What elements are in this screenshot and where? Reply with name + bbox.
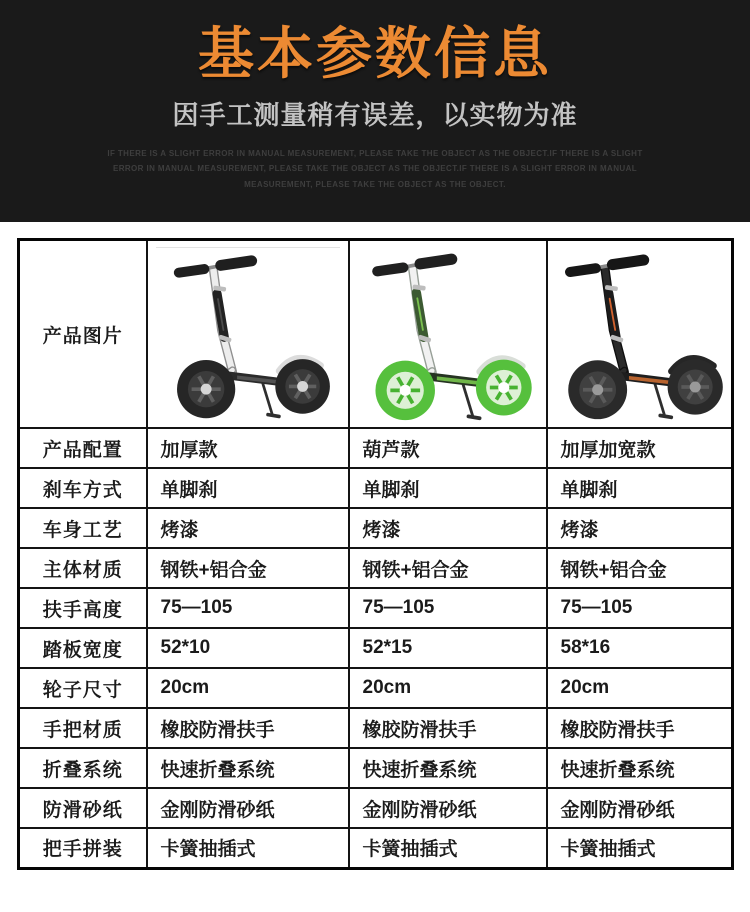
spec-value: 20cm xyxy=(147,668,349,708)
spec-value: 葫芦款 xyxy=(349,428,547,468)
spec-row-config xyxy=(19,428,733,468)
spec-value: 快速折叠系统 xyxy=(349,748,547,788)
spec-row-brake xyxy=(19,468,733,508)
product-photo-scooter-black-orange xyxy=(548,244,732,426)
spec-value: 单脚刹 xyxy=(547,468,733,508)
spec-label: 折叠系统 xyxy=(19,748,147,788)
spec-value: 钢铁+铝合金 xyxy=(147,548,349,588)
spec-label: 把手拼装 xyxy=(19,828,147,868)
table-section xyxy=(0,222,750,870)
spec-value: 橡胶防滑扶手 xyxy=(147,708,349,748)
spec-value: 加厚加宽款 xyxy=(547,428,733,468)
spec-row-body-craft xyxy=(19,508,733,548)
spec-value: 钢铁+铝合金 xyxy=(349,548,547,588)
product-image-cell-1 xyxy=(147,240,349,429)
header-banner xyxy=(0,0,750,222)
spec-value: 20cm xyxy=(547,668,733,708)
spec-value: 金刚防滑砂纸 xyxy=(147,788,349,828)
product-image-row xyxy=(19,240,733,429)
disclaimer-text: IF THERE IS A SLIGHT ERROR IN MANUAL MEASUREMENT, PLEASE TAKE THE OBJECT AS THE OBJECT.IF THERE IS A SLIGHT ERROR IN MANUAL MEASUREMENT, PLEASE TAKE THE OBJECT AS THE OBJECT.IF THERE IS A SLIGHT ERROR IN MANUAL MEASUREMENT, PLEASE TAKE THE OBJECT AS THE OBJECT. xyxy=(107,149,643,189)
spec-label: 防滑砂纸 xyxy=(19,788,147,828)
spec-label: 刹车方式 xyxy=(19,468,147,508)
spec-label: 手把材质 xyxy=(19,708,147,748)
subtitle: 因手工测量稍有误差，以实物为准 xyxy=(172,100,578,131)
spec-row-folding-system xyxy=(19,748,733,788)
spec-label: 轮子尺寸 xyxy=(19,668,147,708)
spec-value: 75—105 xyxy=(349,588,547,628)
spec-row-material xyxy=(19,548,733,588)
spec-row-grip-material xyxy=(19,708,733,748)
product-image-cell-2 xyxy=(349,240,547,429)
spec-row-wheel-size xyxy=(19,668,733,708)
spec-value: 金刚防滑砂纸 xyxy=(349,788,547,828)
spec-value: 金刚防滑砂纸 xyxy=(547,788,733,828)
spec-value: 20cm xyxy=(349,668,547,708)
spec-value: 75—105 xyxy=(147,588,349,628)
spec-value: 快速折叠系统 xyxy=(147,748,349,788)
spec-value: 52*10 xyxy=(147,628,349,668)
spec-value: 烤漆 xyxy=(547,508,733,548)
spec-value: 75—105 xyxy=(547,588,733,628)
spec-value: 橡胶防滑扶手 xyxy=(547,708,733,748)
page-title: 基本参数信息 xyxy=(198,22,552,85)
product-photo-scooter-green-wheels xyxy=(355,243,541,427)
spec-value: 52*15 xyxy=(349,628,547,668)
spec-label: 车身工艺 xyxy=(19,508,147,548)
spec-row-deck-width xyxy=(19,628,733,668)
product-photo-scooter-white-black xyxy=(157,245,339,425)
spec-value: 卡簧抽插式 xyxy=(349,828,547,868)
spec-value: 加厚款 xyxy=(147,428,349,468)
spec-label: 主体材质 xyxy=(19,548,147,588)
spec-value: 卡簧抽插式 xyxy=(547,828,733,868)
spec-label: 踏板宽度 xyxy=(19,628,147,668)
spec-row-grip-tape xyxy=(19,788,733,828)
spec-value: 钢铁+铝合金 xyxy=(547,548,733,588)
spec-value: 烤漆 xyxy=(349,508,547,548)
spec-label: 产品配置 xyxy=(19,428,147,468)
product-image-cell-3 xyxy=(547,240,733,429)
spec-label: 扶手高度 xyxy=(19,588,147,628)
spec-value: 烤漆 xyxy=(147,508,349,548)
spec-value: 橡胶防滑扶手 xyxy=(349,708,547,748)
row-label-product-image: 产品图片 xyxy=(19,240,147,429)
photo-top-edge xyxy=(156,247,340,248)
spec-row-handlebar-height xyxy=(19,588,733,628)
spec-value: 卡簧抽插式 xyxy=(147,828,349,868)
spec-value: 单脚刹 xyxy=(147,468,349,508)
spec-value: 58*16 xyxy=(547,628,733,668)
spec-table xyxy=(17,238,734,870)
spec-row-handle-assembly xyxy=(19,828,733,868)
spec-value: 快速折叠系统 xyxy=(547,748,733,788)
spec-value: 单脚刹 xyxy=(349,468,547,508)
